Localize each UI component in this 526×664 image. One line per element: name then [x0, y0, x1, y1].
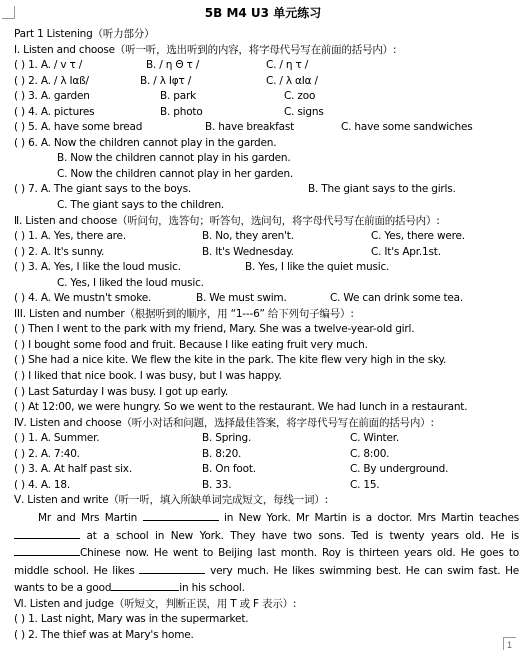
document-title: 5B M4 U3 单元练习: [204, 6, 322, 20]
question-option: B. Now the children cannot play in his garden.: [57, 152, 291, 165]
question-row: ( ) 1. A. / v τ / B. / η Θ τ / C. / η τ /: [14, 59, 309, 72]
answer-blank[interactable]: [14, 544, 80, 556]
answer-blank[interactable]: [14, 527, 80, 539]
numbering-row: ( ) I liked that nice book. I was busy, but I was happy.: [14, 370, 282, 383]
question-row: ( ) 3. A. Yes, I like the loud music. B. Yes, I like the quiet music.: [14, 261, 390, 274]
question-option: C. Yes, I liked the loud music.: [57, 276, 204, 289]
question-row: ( ) 2. A. 7:40. B. 8:20. C. 8:00.: [14, 447, 390, 460]
question-row: ( ) 7. A. The giant says to the boys. B. The giant says to the girls.: [14, 183, 456, 196]
question-row: ( ) 3. A. At half past six. B. On foot. C. By underground.: [14, 463, 449, 476]
question-option: C. Now the children cannot play in her garden.: [57, 167, 294, 180]
numbering-row: ( ) Then I went to the park with my friend, Mary. She was a twelve-year-old girl.: [14, 323, 415, 336]
part-heading: Part 1 Listening（听力部分）: [14, 28, 155, 40]
page-number: 1: [506, 640, 512, 650]
answer-blank[interactable]: [143, 509, 219, 521]
question-row: ( ) 5. A. have some bread B. have breakfast C. have some sandwiches: [14, 121, 473, 134]
section-3-heading: III. Listen and number（根据听到的顺序，用 “1---6” 给下列句子编号）:: [14, 307, 354, 320]
question-row: ( ) 6. A. Now the children cannot play in the garden.: [14, 136, 277, 149]
cloze-passage: Mr and Mrs Martin in New York. Mr Martin is a doctor. Mrs Martin teaches at a school in New York. They have two sons. Ted is twenty years old. He is Chinese now. He went to Beijing last month. Roy is thirteen years old. He goes to middle school. He likes very much. He likes swimming best. He can swim fast. He wants to be a good in his school.: [14, 509, 519, 597]
question-row: ( ) 1. A. Yes, there are. B. No, they aren't. C. Yes, there were.: [14, 230, 465, 243]
question-row: ( ) 4. A. 18. B. 33. C. 15.: [14, 478, 380, 491]
answer-blank[interactable]: [139, 562, 205, 574]
question-option: C. The giant says to the children.: [57, 199, 225, 212]
question-row: ( ) 2. A. It's sunny. B. It's Wednesday. C. It's Apr.1st.: [14, 245, 441, 258]
numbering-row: ( ) I bought some food and fruit. Because I like eating fruit very much.: [14, 338, 368, 351]
question-row: ( ) 1. A. Summer. B. Spring. C. Winter.: [14, 432, 399, 445]
numbering-row: ( ) Last Saturday I was busy. I got up early.: [14, 385, 228, 398]
answer-blank[interactable]: [111, 579, 179, 591]
worksheet-body: [14, 27, 519, 643]
numbering-row: ( ) She had a nice kite. We flew the kite in the park. The kite flew very high in the sky.: [14, 354, 447, 367]
question-row: ( ) 4. A. pictures B. photo C. signs: [14, 105, 324, 118]
section-5-heading: Ⅴ. Listen and write（听一听，填入所缺单词完成短文，每线一词）:: [14, 494, 328, 507]
judge-row: ( ) 1. Last night, Mary was in the supermarket.: [14, 613, 249, 626]
question-row: ( ) 2. A. / λ Iαß/ B. / λ Iφτ / C. / λ αIα /: [14, 74, 318, 87]
section-6-heading: Ⅵ. Listen and judge（听短文，判断正误，用 T 或 F 表示）:: [14, 597, 297, 610]
judge-row: ( ) 2. The thief was at Mary's home.: [14, 628, 194, 641]
numbering-row: ( ) At 12:00, we were hungry. So we went to the restaurant. We had lunch in a restaurant.: [14, 401, 468, 414]
question-row: ( ) 4. A. We mustn't smoke. B. We must swim. C. We can drink some tea.: [14, 292, 464, 305]
section-2-heading: Ⅱ. Listen and choose（听问句，选答句；听答句，选问句，将字母代号写在前面的括号内）:: [14, 214, 440, 227]
question-row: ( ) 3. A. garden B. park C. zoo: [14, 90, 316, 103]
section-4-heading: Ⅳ. Listen and choose（听小对话和问题，选择最佳答案，将字母代号写在前面的括号内）:: [14, 416, 434, 429]
section-1-heading: Ⅰ. Listen and choose（听一听，选出听到的内容，将字母代号写在前面的括号内）:: [14, 43, 397, 56]
